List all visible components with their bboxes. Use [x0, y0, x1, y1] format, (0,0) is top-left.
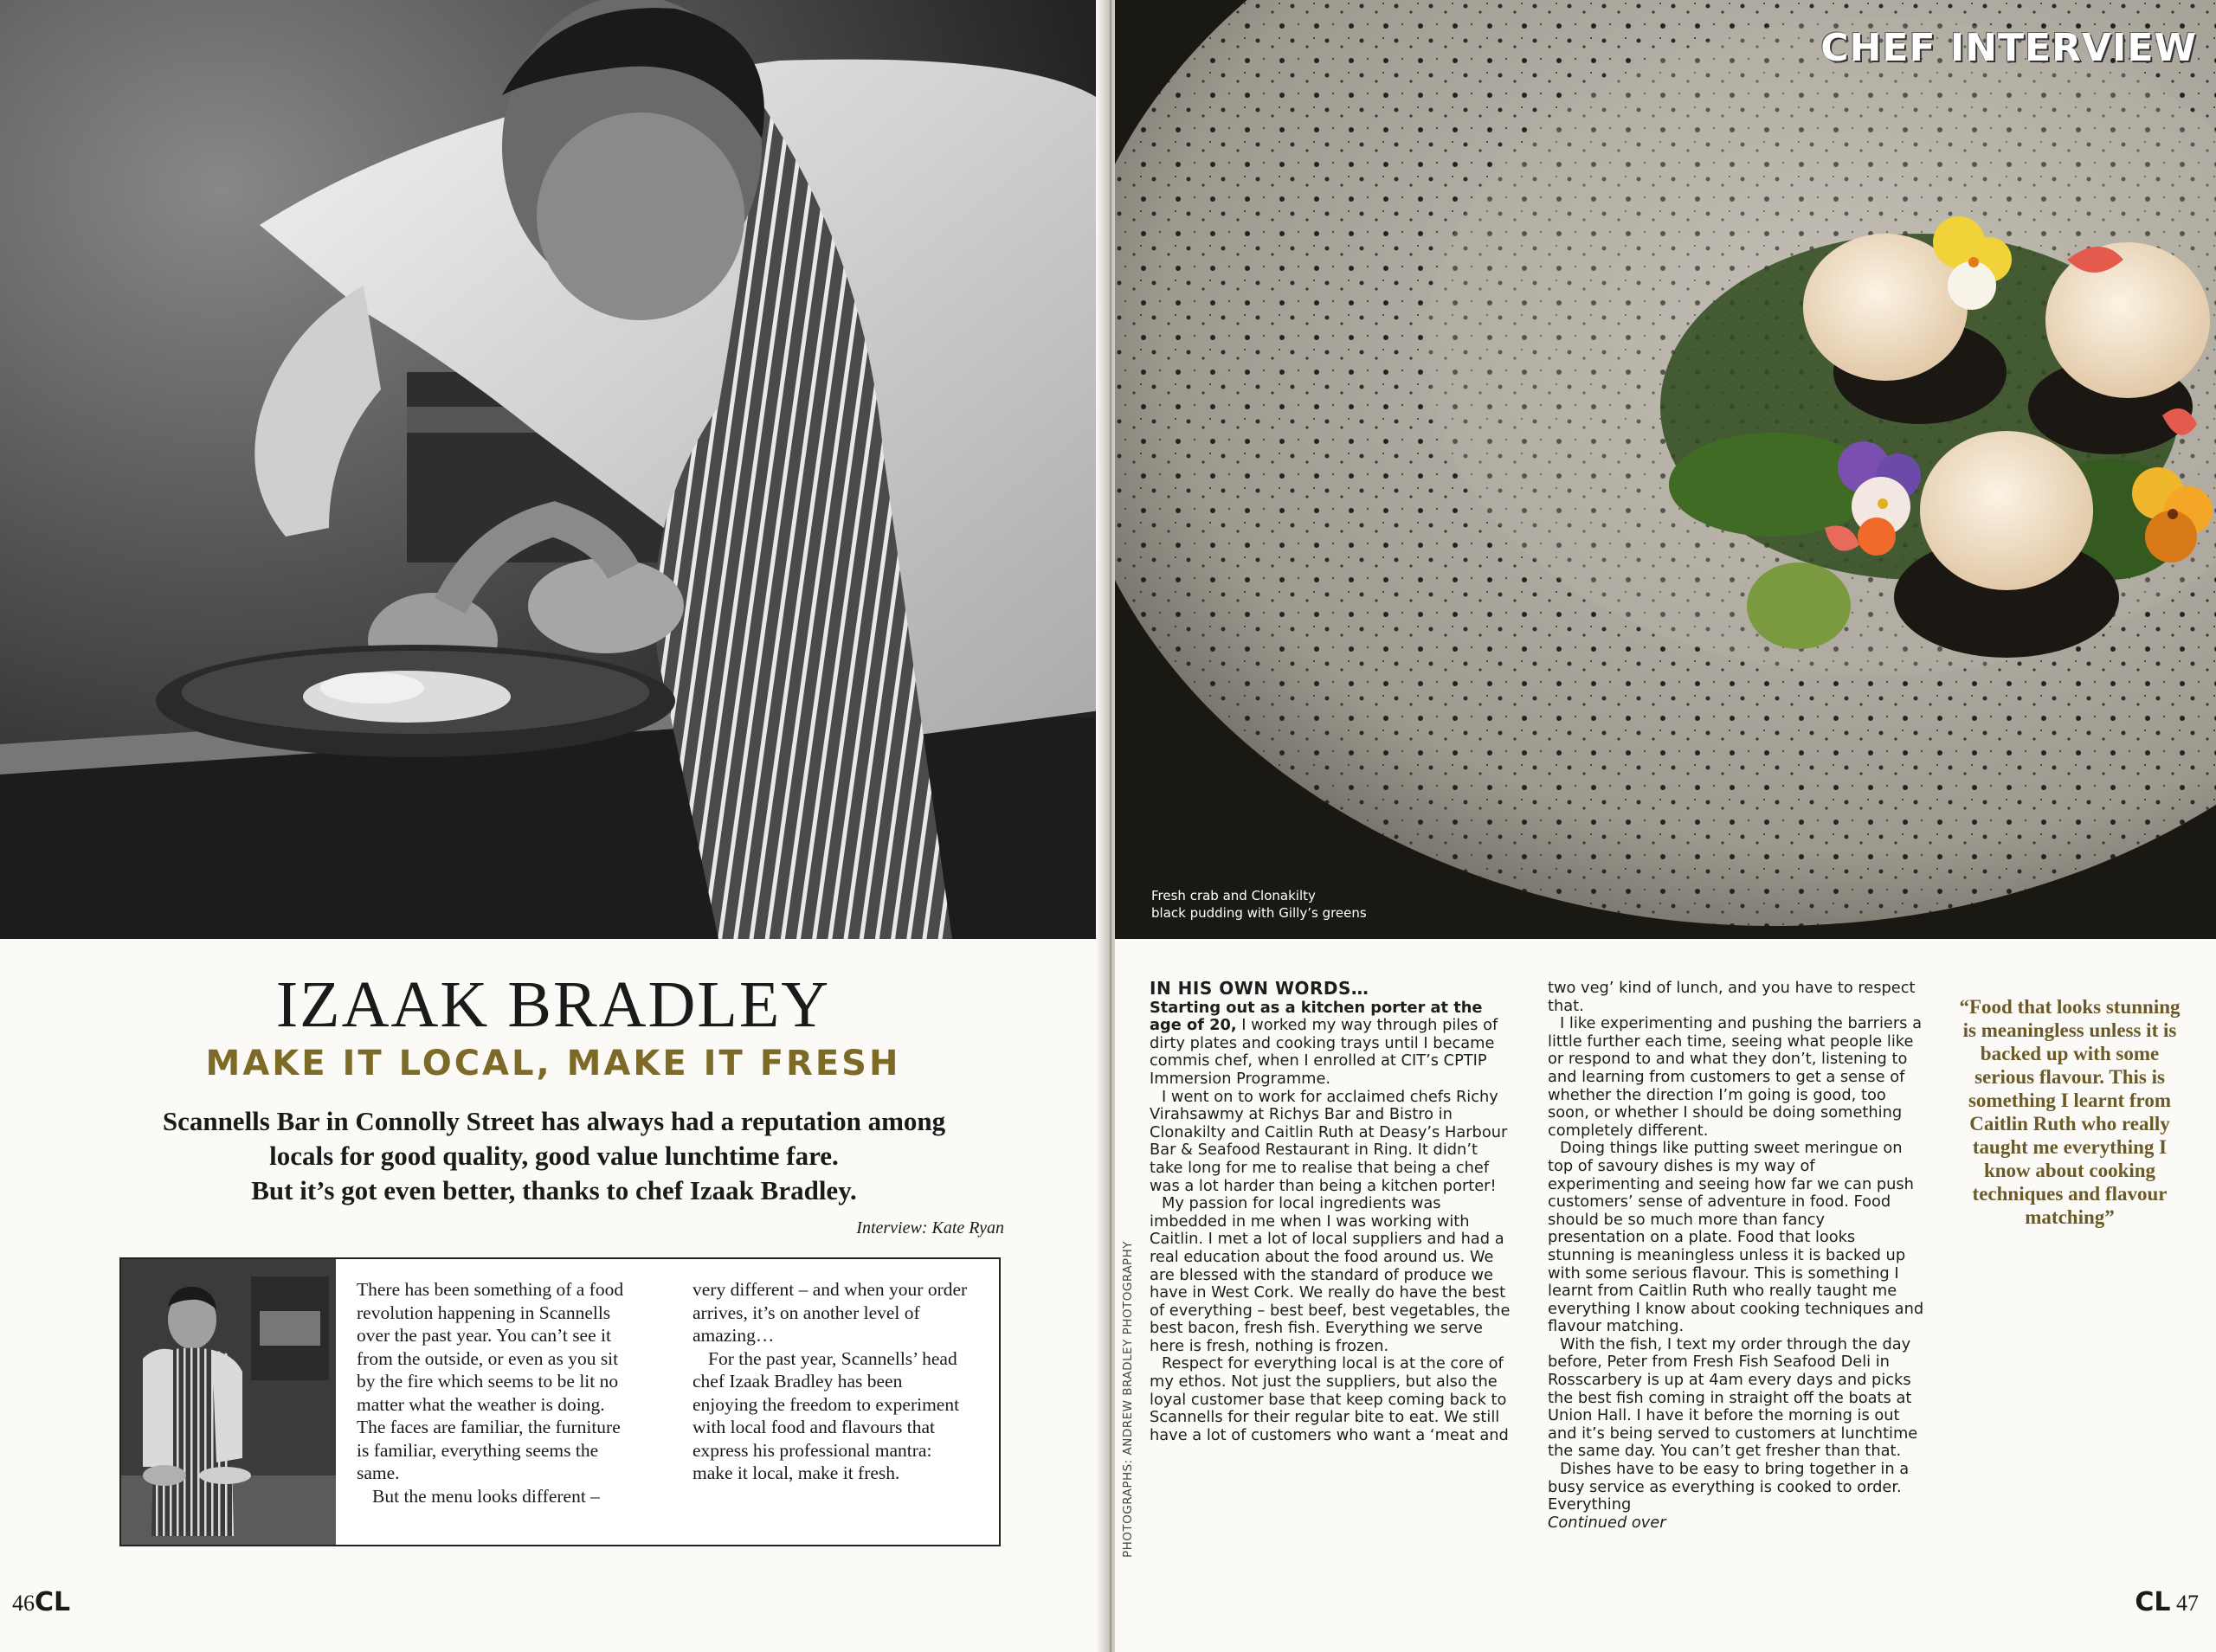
continued-over: Continued over: [1548, 1513, 1666, 1532]
left-page: [0, 0, 1106, 1652]
byline: Interview: Kate Ryan: [856, 1218, 1004, 1237]
body-column-1: [1150, 980, 1511, 1444]
photo-caption: [1151, 887, 1463, 922]
standfirst-line: But it’s got even better, thanks to chef Izaak Bradley.: [251, 1175, 857, 1205]
page-number: 46: [12, 1591, 35, 1616]
article-subtitle: MAKE IT LOCAL, MAKE IT FRESH: [205, 1044, 901, 1083]
intro-paragraph: For the past year, Scannells’ head chef Izaak Bradley has been enjoying the freedom to experiment with local food and flavours that express his professional mantra: make it local, make it fresh.: [692, 1347, 960, 1483]
intro-paragraph: very different – and when your order arrives, it’s on another level of amazing…: [692, 1279, 968, 1346]
intro-paragraph: There has been something of a food revolution happening in Scannells over the past year. You can’t see it from the outside, or even as you sit by the fire which seems to be lit no matter what the weather is doing. The faces are familiar, the furniture is familiar, everything seems the same.: [357, 1279, 624, 1483]
lead-in-rest: I worked my way through piles of dirty plates and cooking trays until I became commis chef, when I enrolled at CIT’s CPTIP Immersion Programme.: [1150, 1016, 1498, 1088]
body-paragraph: Respect for everything local is at the core of my ethos. Not just the suppliers, but also the loyal customer base that keep coming back to Scannells for their regular bite to eat. We still have a lot of customers who want a ‘meat and: [1150, 1354, 1509, 1444]
photo-credit: PHOTOGRAPHS: ANDREW BRADLEY PHOTOGRAPHY: [1121, 1241, 1135, 1558]
intro-box: [119, 1257, 1001, 1546]
caption-line: Fresh crab and Clonakilty: [1151, 888, 1316, 903]
dish-photo: [1115, 0, 2216, 939]
magazine-brand: CL: [35, 1587, 71, 1617]
section-tag: CHEF INTERVIEW: [1820, 26, 2197, 70]
chef-plating-photo: [0, 0, 1106, 939]
folio-left: [12, 1587, 70, 1617]
body-paragraph: I like experimenting and pushing the barriers a little further each time, seeing what people like or respond to and what they don’t, listening to and learning from customers to get a sense of whether the direction I’m going is good, too soon, or whether I should be doing something completely different.: [1548, 1014, 1922, 1140]
magazine-brand: CL: [2135, 1587, 2171, 1617]
intro-column-2: [692, 1278, 970, 1485]
right-page: [1115, 0, 2216, 1652]
intro-paragraph: But the menu looks different –: [372, 1485, 600, 1507]
page-number: 47: [2176, 1591, 2199, 1616]
pull-quote: “Food that looks stunning is meaningless unless it is backed up with some serious flavour. This is something I learnt from Caitlin Ruth who really taught me everything I know about cooking techniques and flavour matching”: [1959, 996, 2181, 1228]
body-paragraph: With the fish, I text my order through the day before, Peter from Fresh Fish Seafood Deli in Rosscarbery is up at 4am every days and picks the best fish coming in straight off the boats at Union Hall. I have it before the morning is out and it’s being served to customers at lunchtime the same day. You can’t get fresher than that.: [1548, 1334, 1918, 1461]
body-paragraph: Doing things like putting sweet meringue on top of savoury dishes is my way of experimenting and seeing how far we can push customers’ sense of adventure in food. Food should be so much more than fancy presentation on a plate. Food that looks stunning is meaningless unless it is backed up with some serious flavour. This is something I learnt from Caitlin Ruth who really taught me everything I know about cooking techniques and flavour matching.: [1548, 1139, 1924, 1336]
body-paragraph: two veg’ kind of lunch, and you have to respect that.: [1548, 979, 1916, 1015]
chef-portrait-photo: [121, 1259, 336, 1545]
chef-photo-illustration: [0, 0, 1106, 939]
article-title: IZAAK BRADLEY: [275, 968, 831, 1041]
body-paragraph: [1150, 1000, 1511, 1089]
intro-column-1: [357, 1278, 634, 1507]
chef-portrait-illustration: [121, 1259, 336, 1545]
standfirst: [113, 1104, 995, 1208]
standfirst-line: Scannells Bar in Connolly Street has always had a reputation among: [162, 1106, 946, 1136]
lead-in: Starting out as a kitchen porter at the age of 20,: [1150, 998, 1483, 1035]
section-heading: IN HIS OWN WORDS…: [1150, 978, 1369, 999]
folio-right: [2135, 1587, 2199, 1617]
body-column-2: [1548, 980, 1927, 1532]
body-paragraph: Dishes have to be easy to bring together in a busy service as everything is cooked to order. Everything: [1548, 1460, 1910, 1514]
body-paragraph: My passion for local ingredients was imbedded in me when I was working with Caitlin. I met a lot of local suppliers and had a real education about the food around us. We are blessed with the standard of produce we have in West Cork. We really do have the best of everything – best beef, best vegetables, the best bacon, fresh fish. Everything we serve here is fresh, nothing is frozen.: [1150, 1194, 1511, 1355]
body-paragraph: I went on to work for acclaimed chefs Richy Virahsawmy at Richys Bar and Bistro in Clonakilty and Caitlin Ruth at Deasy’s Harbour Bar & Seafood Restaurant in Ring. It didn’t take long for me to realise that being a chef was a lot harder than being a kitchen porter!: [1150, 1087, 1508, 1195]
caption-line: black pudding with Gilly’s greens: [1151, 905, 1367, 921]
dish-photo-illustration: [1115, 0, 2216, 939]
standfirst-line: locals for good quality, good value lunchtime fare.: [269, 1141, 839, 1171]
